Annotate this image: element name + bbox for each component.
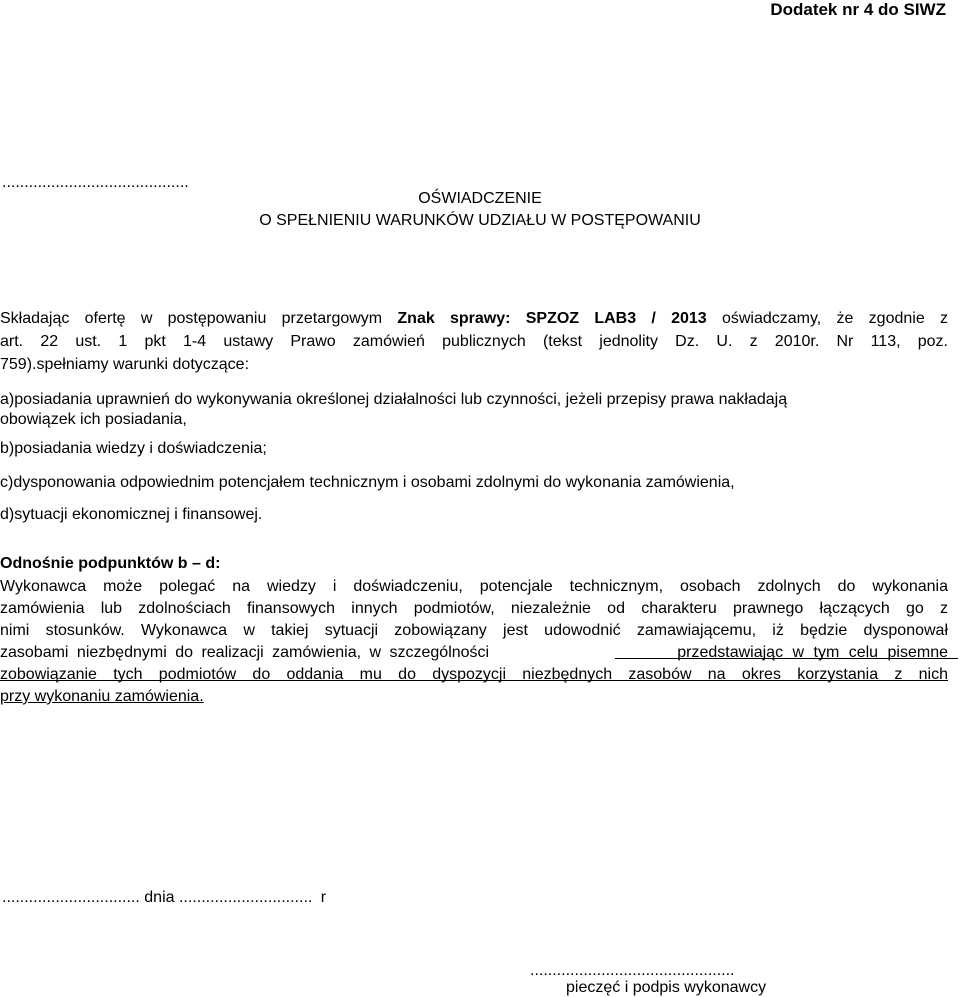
note-line-4-start: zasobami niezbędnymi do realizacji zamówienia, w szczególności <box>0 644 490 661</box>
underline-rule-2 <box>0 680 948 681</box>
document-subtitle: O SPEŁNIENIU WARUNKÓW UDZIAŁU W POSTĘPOWANIU <box>259 212 701 229</box>
condition-b: b)posiadania wiedzy i doświadczenia; <box>0 440 267 457</box>
note-line-1: Wykonawca może polegać na wiedzy i doświadczeniu, potencjale technicznym, osobach zdolnych do wykonania <box>0 578 948 595</box>
note-heading: Odnośnie podpunktów b – d: <box>0 555 221 572</box>
place-dots-2: ............................... <box>2 889 140 906</box>
condition-a-line-1: a)posiadania uprawnień do wykonywania określonej działalności lub czynności, jeżeli przepisy prawa nakładają <box>0 391 788 408</box>
case-number: Znak sprawy: SPZOZ LAB3 / 2013 <box>397 310 707 327</box>
condition-c: c)dysponowania odpowiednim potencjałem technicznym i osobami zdolnymi do wykonania zamówienia, <box>0 474 735 491</box>
year-suffix: r <box>320 889 327 906</box>
intro-line-1: Składając ofertę w postępowaniu przetargowym Znak sprawy: SPZOZ LAB3 / 2013 oświadczamy, że zgodnie z <box>0 310 948 327</box>
note-line-4-underlined: przedstawiając w tym celu pisemne <box>677 644 948 661</box>
condition-a-line-2: obowiązek ich posiadania, <box>0 411 187 428</box>
signature-dots: .............................................. <box>530 962 735 979</box>
note-line-6: przy wykonaniu zamówienia. <box>0 688 204 705</box>
intro-line-3: 759).spełniamy warunki dotyczące: <box>0 356 250 373</box>
dnia-label: dnia <box>144 889 175 906</box>
place-dots: .......................................... <box>2 174 189 191</box>
intro-line-2: art. 22 ust. 1 pkt 1-4 ustawy Prawo zamówień publicznych (tekst jednolity Dz. U. z 2010r. Nr 113, poz. <box>0 333 948 350</box>
underline-rule-1 <box>615 658 958 659</box>
note-line-2: zamówienia lub zdolnościach finansowych innych podmiotów, niezależnie od charakteru prawnego łączących go z <box>0 600 948 617</box>
document-title: OŚWIADCZENIE <box>418 190 542 207</box>
annex-header: Dodatek nr 4 do SIWZ <box>770 0 946 19</box>
note-line-3: nimi stosunków. Wykonawca w takiej sytuacji zobowiązany jest udowodnić zamawiającemu, iż będzie dysponował <box>0 622 948 639</box>
date-dots: .............................. <box>178 889 313 906</box>
note-line-4 <box>0 644 948 662</box>
condition-d: d)sytuacji ekonomicznej i finansowej. <box>0 506 263 523</box>
note-line-5: zobowiązanie tych podmiotów do oddania mu do dyspozycji niezbędnych zasobów na okres korzystania z nich <box>0 666 948 683</box>
date-line <box>2 889 326 907</box>
signature-label: pieczęć i podpis wykonawcy <box>566 979 767 996</box>
